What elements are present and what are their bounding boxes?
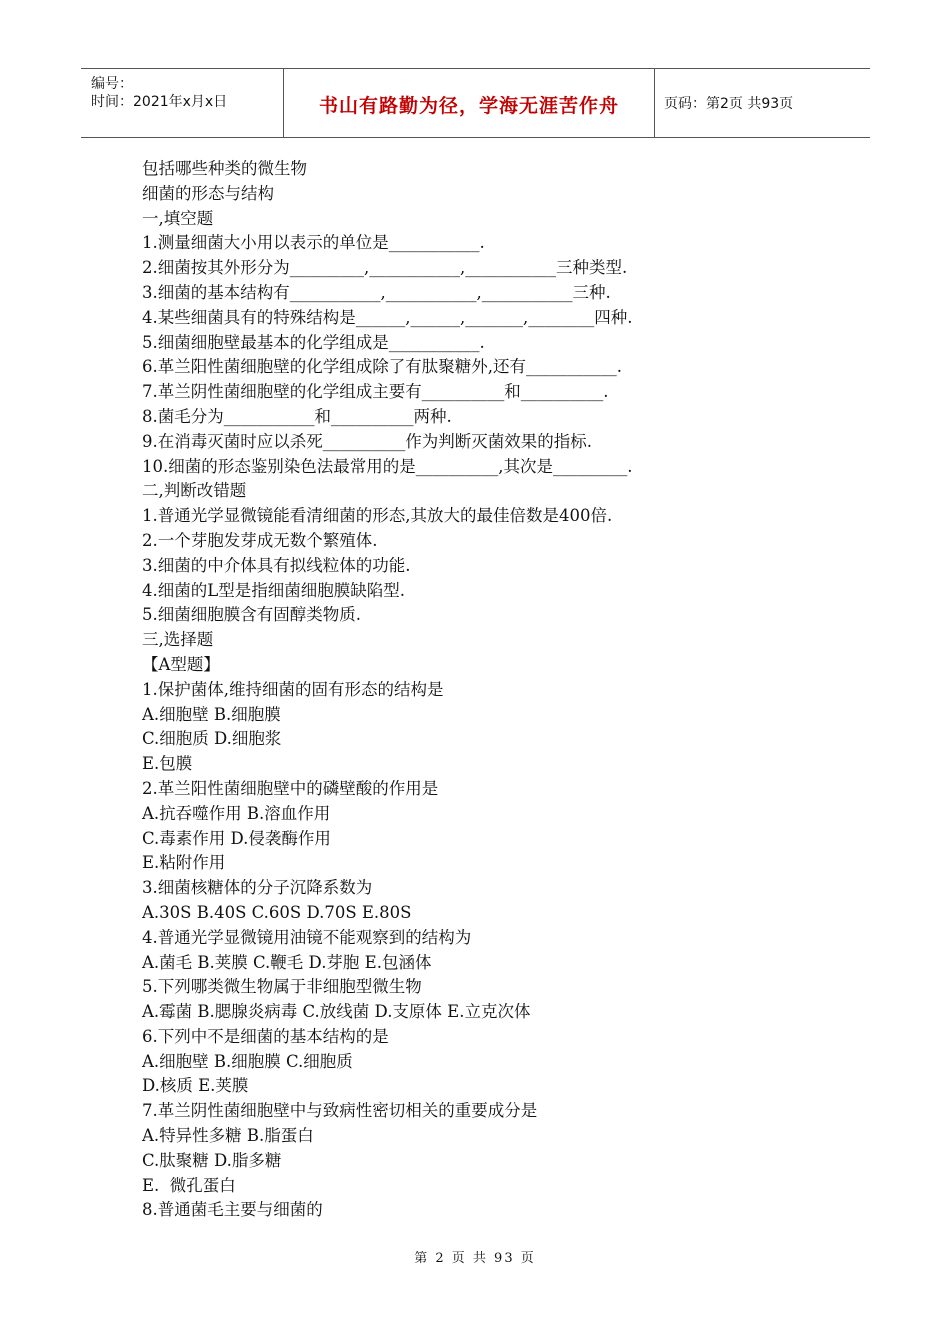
text-line: 1.测量细菌大小用以表示的单位是___________. [142,233,485,253]
text-line: A.30S B.40S C.60S D.70S E.80S [142,902,412,922]
text-line: A.霉菌 B.腮腺炎病毒 C.放线菌 D.支原体 E.立克次体 [142,1002,531,1022]
text-line: 细菌的形态与结构 [142,183,274,203]
header-motto [284,69,655,137]
text-line: 5.细菌细胞壁最基本的化学组成是___________. [142,332,485,352]
text-line: C.细胞质 D.细胞浆 [142,729,282,749]
text-line: A.抗吞噬作用 B.溶血作用 [142,803,331,823]
text-line: 3.细菌的基本结构有___________,___________,___________三种. [142,282,611,302]
text-line: 二,判断改错题 [142,481,247,501]
text-line: 2.革兰阳性菌细胞壁中的磷壁酸的作用是 [142,778,439,798]
text-line: 【A型题】 [142,654,220,674]
text-line: 1.普通光学显微镜能看清细菌的形态,其放大的最佳倍数是400倍. [142,506,613,526]
page-footer: 第 2 页 共 93 页 [414,1251,536,1266]
text-line: 3.细菌的中介体具有拟线粒体的功能. [142,555,411,575]
text-line: 三,选择题 [142,630,214,650]
page-info-text: 页码：第2页 共93页 [664,96,794,112]
text-line: 一,填空题 [142,208,214,228]
text-line: 7.革兰阴性菌细胞壁中与致病性密切相关的重要成分是 [142,1101,538,1121]
text-line: C.毒素作用 D.侵袭酶作用 [142,828,331,848]
text-line: 6.革兰阳性菌细胞壁的化学组成除了有肽聚糖外,还有___________. [142,357,622,377]
text-line: A.特异性多糖 B.脂蛋白 [142,1126,314,1146]
text-line: C.肽聚糖 D.脂多糖 [142,1150,282,1170]
text-line: 9.在消毒灭菌时应以杀死__________作为判断灭菌效果的指标. [142,431,592,451]
time-label: 时间：2021年x月x日 [91,94,228,110]
text-line: 4.普通光学显微镜用油镜不能观察到的结构为 [142,927,472,947]
page-header [81,68,870,138]
text-line: 5.下列哪类微生物属于非细胞型微生物 [142,977,422,997]
text-line: A.菌毛 B.荚膜 C.鞭毛 D.芽胞 E.包涵体 [142,952,432,972]
text-line: 6.下列中不是细菌的基本结构的是 [142,1026,389,1046]
text-line: D.核质 E.荚膜 [142,1076,249,1096]
text-line: 4.某些细菌具有的特殊结构是______,______,_______,________四种. [142,307,633,327]
text-line: A.细胞壁 B.细胞膜 C.细胞质 [142,1051,353,1071]
document-body [142,157,862,1223]
text-line: 4.细菌的L型是指细菌细胞膜缺陷型. [142,580,405,600]
text-line: 1.保护菌体,维持细菌的固有形态的结构是 [142,679,444,699]
header-meta [81,69,284,137]
text-line: 7.革兰阴性菌细胞壁的化学组成主要有__________和__________. [142,382,609,402]
text-line: E.包膜 [142,754,193,774]
text-line: E.粘附作用 [142,853,226,873]
number-label: 编号： [91,76,133,92]
text-line: 2.一个芽胞发芽成无数个繁殖体. [142,530,378,550]
text-line: 2.细菌按其外形分为_________,___________,___________三种类型. [142,258,628,278]
text-line: 10.细菌的形态鉴别染色法最常用的是__________,其次是_________. [142,456,633,476]
text-line: 5.细菌细胞膜含有固醇类物质. [142,605,361,625]
text-line: E. 微孔蛋白 [142,1175,236,1195]
text-line: A.细胞壁 B.细胞膜 [142,704,281,724]
text-line: 包括哪些种类的微生物 [142,159,307,178]
text-line: 8.普通菌毛主要与细菌的 [142,1200,323,1220]
text-line: 8.菌毛分为___________和__________两种. [142,406,452,426]
motto-text: 书山有路勤为径，学海无涯苦作舟 [318,95,619,117]
text-line: 3.细菌核糖体的分子沉降系数为 [142,878,373,898]
header-page-info [655,69,870,137]
